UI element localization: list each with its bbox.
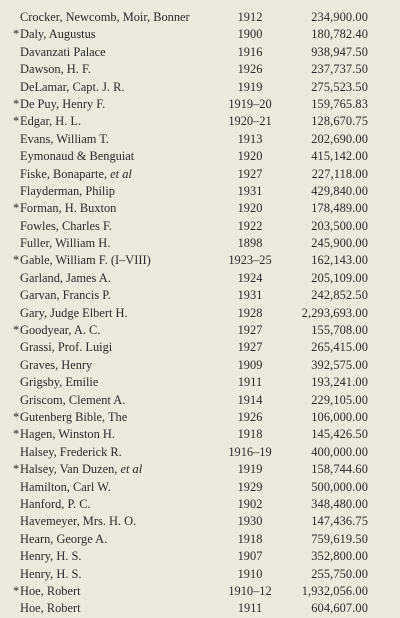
- collection-name-text: Hanford, P. C.: [20, 496, 91, 511]
- sale-amount: 128,670.75: [311, 114, 368, 129]
- table-row: [0, 322, 400, 339]
- asterisk-marker: *: [13, 96, 20, 111]
- collection-name: [20, 183, 115, 200]
- sale-year: 1911: [237, 601, 263, 616]
- table-row: [0, 113, 400, 130]
- sale-amount: 159,765.83: [311, 96, 368, 111]
- sale-amount: 147,436.75: [311, 514, 368, 529]
- sale-amount: 500,000.00: [311, 479, 368, 494]
- collection-name: [20, 600, 81, 617]
- sale-amount: 604,607.00: [311, 601, 368, 616]
- collection-name: [20, 200, 116, 217]
- collection-name: [20, 409, 127, 426]
- sale-year: 1918: [237, 531, 263, 546]
- collection-name-text: Edgar, H. L.: [20, 114, 82, 129]
- collection-name-text: Fowles, Charles F.: [20, 218, 112, 233]
- table-row: [0, 270, 400, 287]
- table-row: [0, 339, 400, 356]
- collection-name-text: Grassi, Prof. Luigi: [20, 340, 113, 355]
- sale-amount: 275,523.50: [311, 79, 368, 94]
- sale-amount: 415,142.00: [311, 149, 368, 164]
- collection-name: [20, 513, 136, 530]
- sale-amount: 202,690.00: [311, 131, 368, 146]
- sale-amount: 245,900.00: [311, 236, 368, 251]
- collection-name: [20, 566, 82, 583]
- sale-year: 1929: [237, 479, 263, 494]
- sale-year: 1920: [237, 201, 263, 216]
- asterisk-marker: *: [13, 409, 20, 424]
- sale-year: 1926: [237, 62, 263, 77]
- table-row: [0, 61, 400, 78]
- sale-amount: 145,426.50: [311, 427, 368, 442]
- collection-name: [20, 426, 115, 443]
- sale-year: 1916–19: [228, 444, 272, 459]
- sale-amount: 158,744.60: [311, 462, 368, 477]
- table-row: [0, 583, 400, 600]
- table-row: [0, 9, 400, 26]
- table-row: [0, 374, 400, 391]
- sale-amount: 203,500.00: [311, 218, 368, 233]
- sale-amount: 255,750.00: [311, 566, 368, 581]
- collection-name-text: Flayderman, Philip: [20, 183, 115, 198]
- sale-amount: 2,293,693.00: [301, 305, 368, 320]
- sale-year: 1927: [237, 323, 263, 338]
- sale-amount: 392,575.00: [311, 357, 368, 372]
- sale-year: 1923–25: [228, 253, 272, 268]
- table-row: [0, 166, 400, 183]
- asterisk-marker: *: [13, 427, 20, 442]
- asterisk-marker: *: [13, 201, 20, 216]
- sale-year: 1931: [237, 288, 263, 303]
- table-row: [0, 461, 400, 478]
- collection-name-text: Fiske, Bonaparte,: [20, 166, 108, 181]
- collection-name: [20, 79, 124, 96]
- sale-year: 1926: [237, 409, 263, 424]
- sale-amount: 759,619.50: [311, 531, 368, 546]
- sale-amount: 237,737.50: [311, 62, 368, 77]
- collection-name-text: Henry, H. S.: [20, 549, 82, 564]
- sale-year: 1916: [237, 44, 263, 59]
- table-row: [0, 548, 400, 565]
- table-row: [0, 79, 400, 96]
- sale-year: 1927: [237, 340, 263, 355]
- table-row: [0, 218, 400, 235]
- collection-name-text: Garland, James A.: [20, 270, 111, 285]
- asterisk-marker: *: [13, 462, 20, 477]
- asterisk-marker: *: [13, 323, 20, 338]
- collection-name-text: Havemeyer, Mrs. H. O.: [20, 514, 137, 529]
- asterisk-marker: *: [13, 583, 20, 598]
- collection-name: [20, 287, 111, 304]
- table-row: [0, 305, 400, 322]
- sale-year: 1924: [237, 270, 263, 285]
- sale-amount: 193,241.00: [311, 375, 368, 390]
- collection-name: [20, 96, 105, 113]
- collection-name: [20, 252, 151, 269]
- table-row: [0, 200, 400, 217]
- collection-name: [20, 9, 190, 26]
- collection-name: [20, 26, 96, 43]
- sale-amount: 352,800.00: [311, 549, 368, 564]
- collection-name-text: Davanzati Palace: [20, 44, 106, 59]
- table-row: [0, 479, 400, 496]
- collection-name-text: Hagen, Winston H.: [20, 427, 115, 442]
- collection-name-text: Hamilton, Carl W.: [20, 479, 111, 494]
- sale-year: 1919: [237, 79, 263, 94]
- collection-name: [20, 496, 91, 513]
- sale-year: 1919: [237, 462, 263, 477]
- table-row: [0, 600, 400, 617]
- collection-name: [20, 131, 109, 148]
- sale-year: 1909: [237, 357, 263, 372]
- sale-year: 1912: [237, 10, 263, 24]
- table-row: [0, 357, 400, 374]
- sale-amount: 348,480.00: [311, 496, 368, 511]
- sale-year: 1919–20: [228, 96, 272, 111]
- collection-name-suffix: et al: [110, 166, 132, 181]
- sale-year: 1928: [237, 305, 263, 320]
- collection-name-text: Halsey, Frederick R.: [20, 444, 122, 459]
- sale-amount: 180,782.40: [311, 27, 368, 42]
- collection-name: [20, 531, 107, 548]
- collection-name: [20, 270, 111, 287]
- collection-name-text: Grigsby, Emilie: [20, 375, 99, 390]
- collection-name: [20, 583, 81, 600]
- sale-year: 1922: [237, 218, 263, 233]
- asterisk-marker: *: [13, 27, 20, 42]
- sale-year: 1920–21: [228, 114, 272, 129]
- sale-amount: 227,118.00: [311, 166, 368, 181]
- asterisk-marker: *: [13, 114, 20, 129]
- sale-year: 1913: [237, 131, 263, 146]
- collection-name-text: Forman, H. Buxton: [20, 201, 117, 216]
- collection-name: [20, 392, 125, 409]
- collection-name-text: Evans, William T.: [20, 131, 109, 146]
- sale-amount: 242,852.50: [311, 288, 368, 303]
- table-row: [0, 531, 400, 548]
- table-row: [0, 513, 400, 530]
- collection-name: [20, 339, 112, 356]
- collection-name-text: Gutenberg Bible, The: [20, 409, 128, 424]
- sale-year: 1900: [237, 27, 263, 42]
- table-row: [0, 96, 400, 113]
- sale-amount: 234,900.00: [311, 10, 368, 24]
- sale-amount: 938,947.50: [311, 44, 368, 59]
- collection-name-text: Halsey, Van Duzen,: [20, 462, 118, 477]
- sale-amount: 178,489.00: [311, 201, 368, 216]
- table-row: [0, 392, 400, 409]
- table-row: [0, 148, 400, 165]
- sale-year: 1927: [237, 166, 263, 181]
- sale-amount: 155,708.00: [311, 323, 368, 338]
- collection-name-text: Dawson, H. F.: [20, 62, 91, 77]
- collection-name: [20, 305, 128, 322]
- collection-name-text: De Puy, Henry F.: [20, 96, 106, 111]
- sale-year: 1931: [237, 183, 263, 198]
- collection-name: [20, 235, 110, 252]
- collection-name: [20, 61, 91, 78]
- table-row: [0, 183, 400, 200]
- collection-name-text: Griscom, Clement A.: [20, 392, 126, 407]
- table-row: [0, 426, 400, 443]
- sale-year: 1910–12: [228, 583, 272, 598]
- collection-name-text: Hearn, George A.: [20, 531, 108, 546]
- collection-name: [20, 166, 132, 183]
- sale-amount: 265,415.00: [311, 340, 368, 355]
- collection-name-text: Eymonaud & Benguiat: [20, 149, 135, 164]
- sale-year: 1902: [237, 496, 263, 511]
- sale-year: 1907: [237, 549, 263, 564]
- collection-name-text: Goodyear, A. C.: [20, 323, 101, 338]
- collection-name-text: Hoe, Robert: [20, 601, 81, 616]
- table-row: [0, 409, 400, 426]
- sale-amount: 205,109.00: [311, 270, 368, 285]
- sale-amount: 162,143.00: [311, 253, 368, 268]
- sale-amount: 400,000.00: [311, 444, 368, 459]
- table-row: [0, 566, 400, 583]
- collection-name: [20, 548, 82, 565]
- sale-amount: 1,932,056.00: [301, 583, 368, 598]
- collection-name-suffix: et al: [120, 462, 143, 477]
- sales-table: [0, 9, 400, 618]
- collection-name: [20, 357, 92, 374]
- sale-year: 1898: [237, 236, 263, 251]
- collection-name-text: Crocker, Newcomb, Moir, Bonner: [20, 10, 190, 24]
- sale-year: 1930: [237, 514, 263, 529]
- sale-amount: 429,840.00: [311, 183, 368, 198]
- collection-name: [20, 44, 106, 61]
- collection-name: [20, 479, 111, 496]
- table-row: [0, 131, 400, 148]
- collection-name-text: Graves, Henry: [20, 357, 93, 372]
- collection-name-text: Gary, Judge Elbert H.: [20, 305, 128, 320]
- table-row: [0, 287, 400, 304]
- table-row: [0, 44, 400, 61]
- collection-name-text: Daly, Augustus: [20, 27, 96, 42]
- collection-name: [20, 322, 100, 339]
- collection-name-text: Fuller, William H.: [20, 236, 111, 251]
- table-row: [0, 444, 400, 461]
- table-row: [0, 496, 400, 513]
- collection-name: [20, 374, 98, 391]
- collection-name: [20, 148, 134, 165]
- collection-name: [20, 461, 142, 478]
- collection-name: [20, 444, 122, 461]
- collection-name-text: Henry, H. S.: [20, 566, 82, 581]
- sale-amount: 229,105.00: [311, 392, 368, 407]
- asterisk-marker: *: [13, 253, 20, 268]
- collection-name-text: Hoe, Robert: [20, 583, 81, 598]
- collection-name: [20, 113, 81, 130]
- sale-year: 1911: [237, 375, 263, 390]
- sale-amount: 106,000.00: [311, 409, 368, 424]
- collection-name-text: DeLamar, Capt. J. R.: [20, 79, 125, 94]
- collection-name-text: Garvan, Francis P.: [20, 288, 111, 303]
- sale-year: 1910: [237, 566, 263, 581]
- collection-name: [20, 218, 112, 235]
- sale-year: 1920: [237, 149, 263, 164]
- sale-year: 1914: [237, 392, 263, 407]
- sale-year: 1918: [237, 427, 263, 442]
- table-row: [0, 235, 400, 252]
- table-row: [0, 26, 400, 43]
- collection-name-text: Gable, William F. (I–VIII): [20, 253, 151, 268]
- table-row: [0, 252, 400, 269]
